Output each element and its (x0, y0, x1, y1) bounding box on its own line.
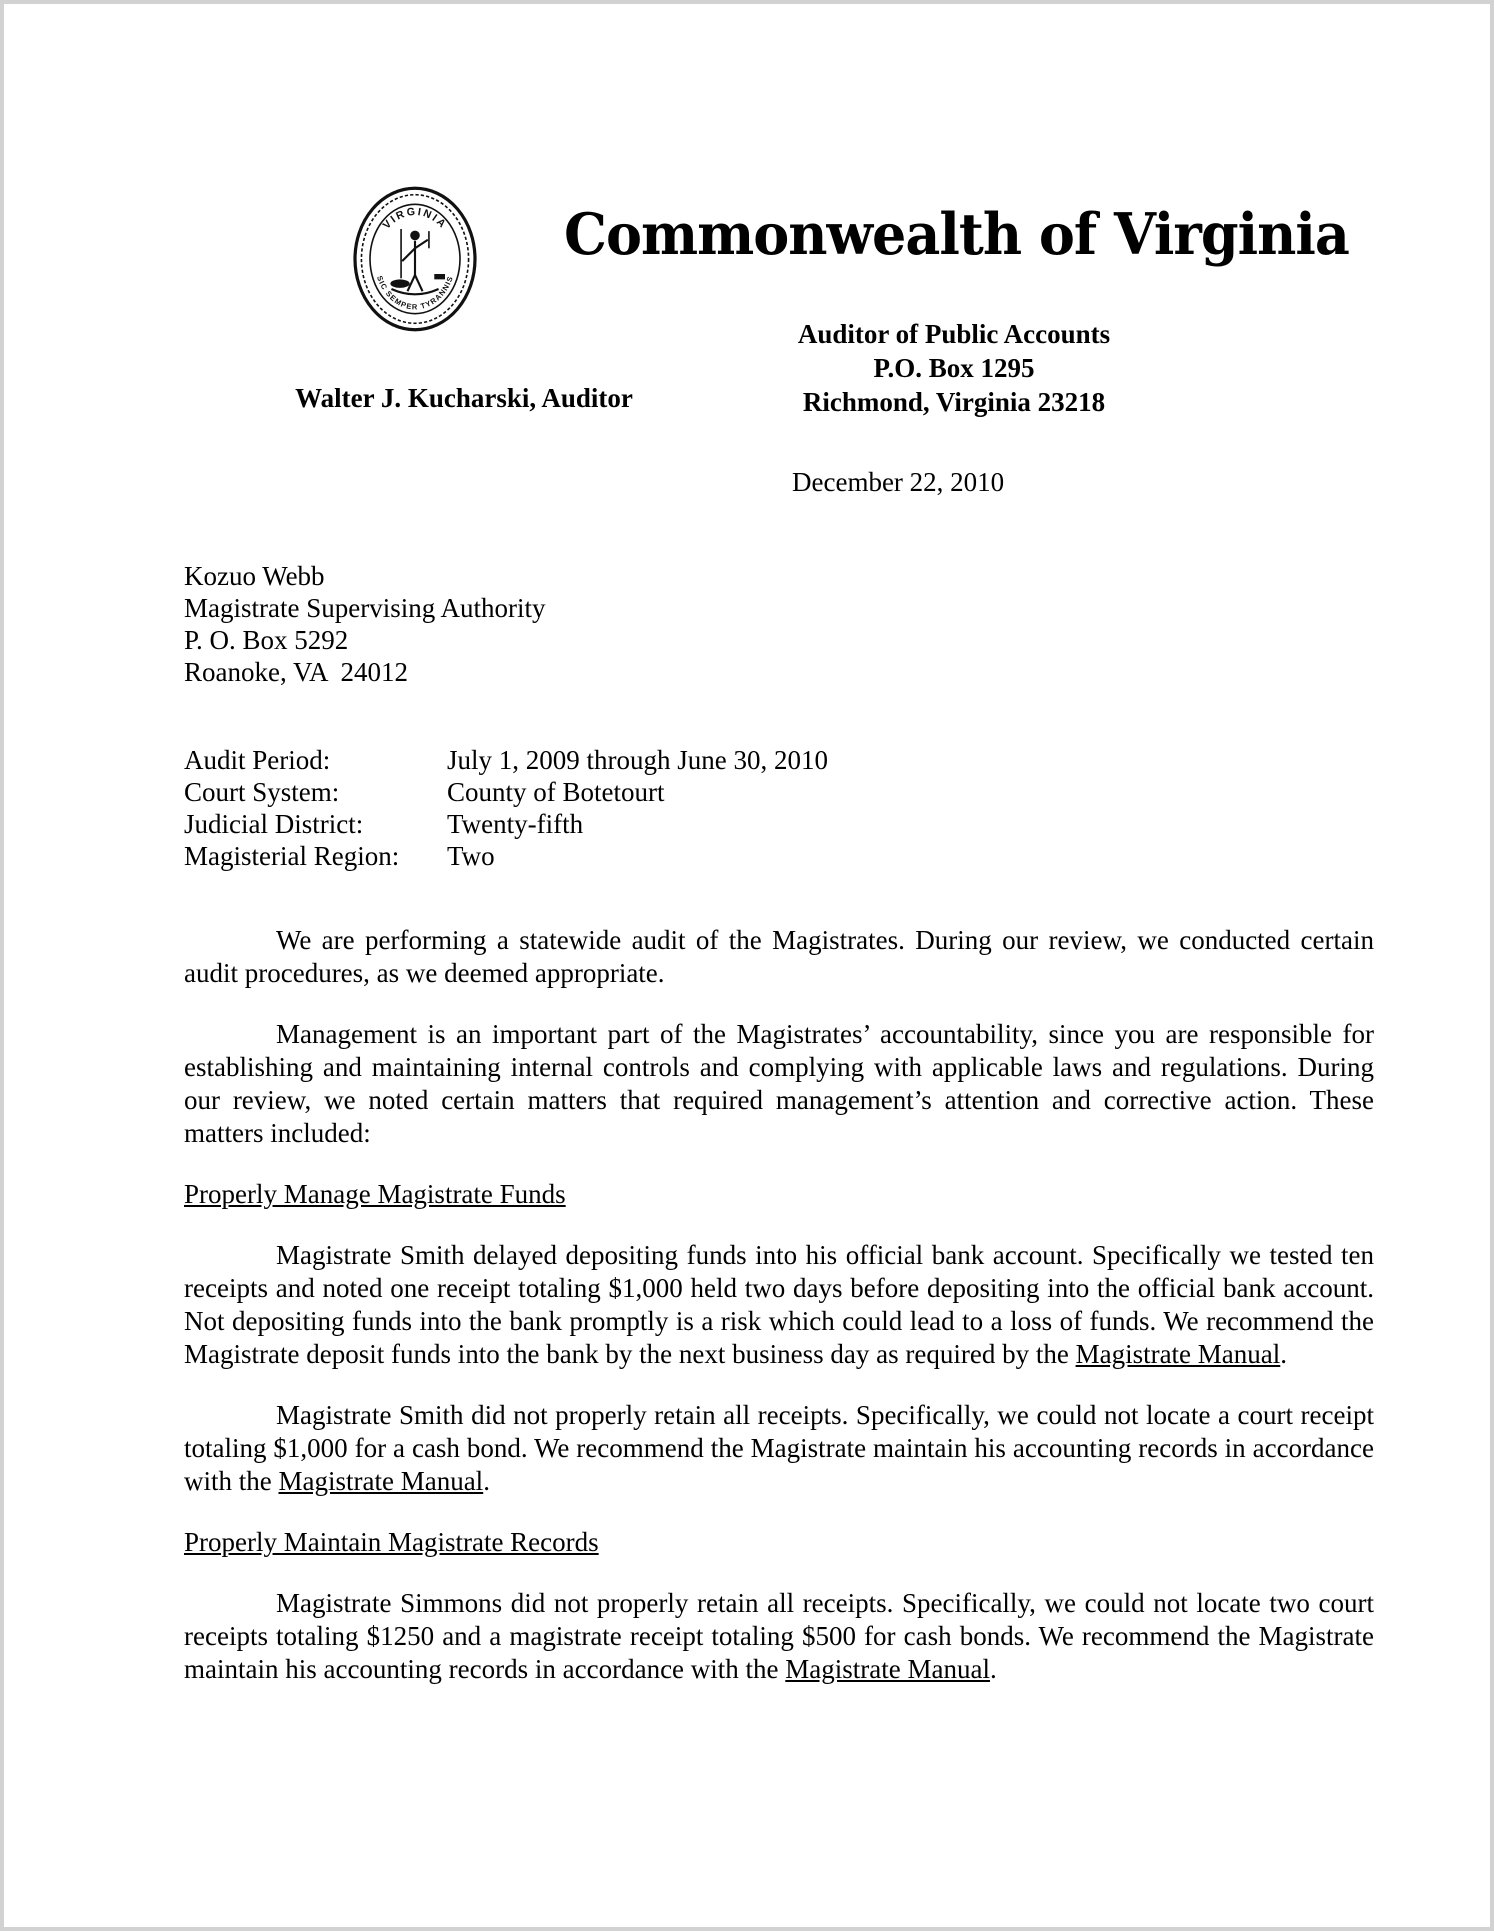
paragraph-simmons-receipts (184, 1587, 1374, 1686)
audit-row-court-system (184, 776, 828, 808)
auditor-name: Walter J. Kucharski, Auditor (295, 383, 633, 413)
magistrate-manual-reference: Magistrate Manual (278, 1466, 484, 1496)
audit-row-period (184, 744, 828, 776)
letter-page (4, 4, 1490, 1927)
office-name: Auditor of Public Accounts (797, 319, 1111, 349)
recipient-name: Kozuo Webb (184, 561, 325, 591)
magisterial-region-value: Two (447, 841, 495, 871)
paragraph-intro: We are performing a statewide audit of the Magistrates. During our review, we conducted certain audit procedures, as we deemed appropriate. (184, 925, 1374, 988)
svg-text:SIC SEMPER TYRANNIS (375, 274, 455, 311)
heading-manage-funds: Properly Manage Magistrate Funds (184, 1179, 566, 1209)
office-city: Richmond, Virginia 23218 (802, 387, 1106, 417)
audit-row-magisterial-region (184, 840, 828, 872)
magistrate-manual-reference: Magistrate Manual (1075, 1339, 1281, 1369)
paragraph-smith-receipts-period: . (483, 1466, 490, 1496)
seal-top-text: VIRGINIA (380, 205, 450, 232)
recipient-city: Roanoke, VA 24012 (184, 657, 409, 687)
svg-text:VIRGINIA (381, 206, 450, 232)
letterhead-office-block (644, 317, 1264, 419)
recipient-block (184, 560, 545, 688)
court-system-value: County of Botetourt (447, 777, 665, 807)
audit-info-block (184, 744, 828, 872)
seal-figure (390, 229, 445, 294)
letter-date: December 22, 2010 (792, 467, 1005, 497)
audit-row-judicial-district (184, 808, 828, 840)
paragraph-simmons-receipts-period: . (989, 1654, 997, 1684)
recipient-address: P. O. Box 5292 (184, 625, 349, 655)
letterhead-title: Commonwealth of Virginia (564, 200, 1349, 268)
court-system-label: Court System: (184, 777, 340, 807)
paragraph-smith-deposits (184, 1239, 1374, 1371)
audit-period-label: Audit Period: (184, 745, 331, 775)
heading-maintain-records: Properly Maintain Magistrate Records (184, 1527, 599, 1557)
recipient-org: Magistrate Supervising Authority (184, 593, 546, 623)
paragraph-management: Management is an important part of the Magistrates’ accountability, since you are responsible for establishing and maintaining internal controls and complying with applicable laws and regulations. During our review, we noted certain matters that required management’s attention and corrective action. These matters included: (184, 1019, 1374, 1148)
seal-bottom-text: SIC SEMPER TYRANNIS (374, 274, 456, 312)
audit-period-value: July 1, 2009 through June 30, 2010 (447, 745, 828, 775)
judicial-district-value: Twenty-fifth (447, 809, 584, 839)
magistrate-manual-reference: Magistrate Manual (785, 1654, 990, 1684)
letter-body (184, 924, 1374, 1714)
paragraph-smith-deposits-period: . (1280, 1339, 1288, 1369)
paragraph-smith-receipts (184, 1399, 1374, 1498)
virginia-state-seal-icon (349, 184, 481, 334)
paragraph-smith-receipts-text: Magistrate Smith did not properly retain all receipts. Specifically, we could not locate a court receipt totaling $1,000 for a cash bond. We recommend the Magistrate maintain his accounting records in accordance with the (184, 1400, 1374, 1496)
judicial-district-label: Judicial District: (184, 809, 364, 839)
paragraph-simmons-receipts-text: Magistrate Simmons did not properly retain all receipts. Specifically, we could not locate two court receipts totaling $1250 and a magistrate receipt totaling $500 for cash bonds. We recommend the Magistrate maintain his accounting records in accordance with the (184, 1588, 1374, 1684)
paragraph-smith-deposits-text: Magistrate Smith delayed depositing funds into his official bank account. Specifically we tested ten receipts and noted one receipt totaling $1,000 held two days before depositing into the official bank account. Not depositing funds into the bank promptly is a risk which could lead to a loss of funds. We recommend the Magistrate deposit funds into the bank by the next business day as required by the (184, 1240, 1374, 1369)
office-po-box: P.O. Box 1295 (873, 353, 1035, 383)
magisterial-region-label: Magisterial Region: (184, 841, 400, 871)
